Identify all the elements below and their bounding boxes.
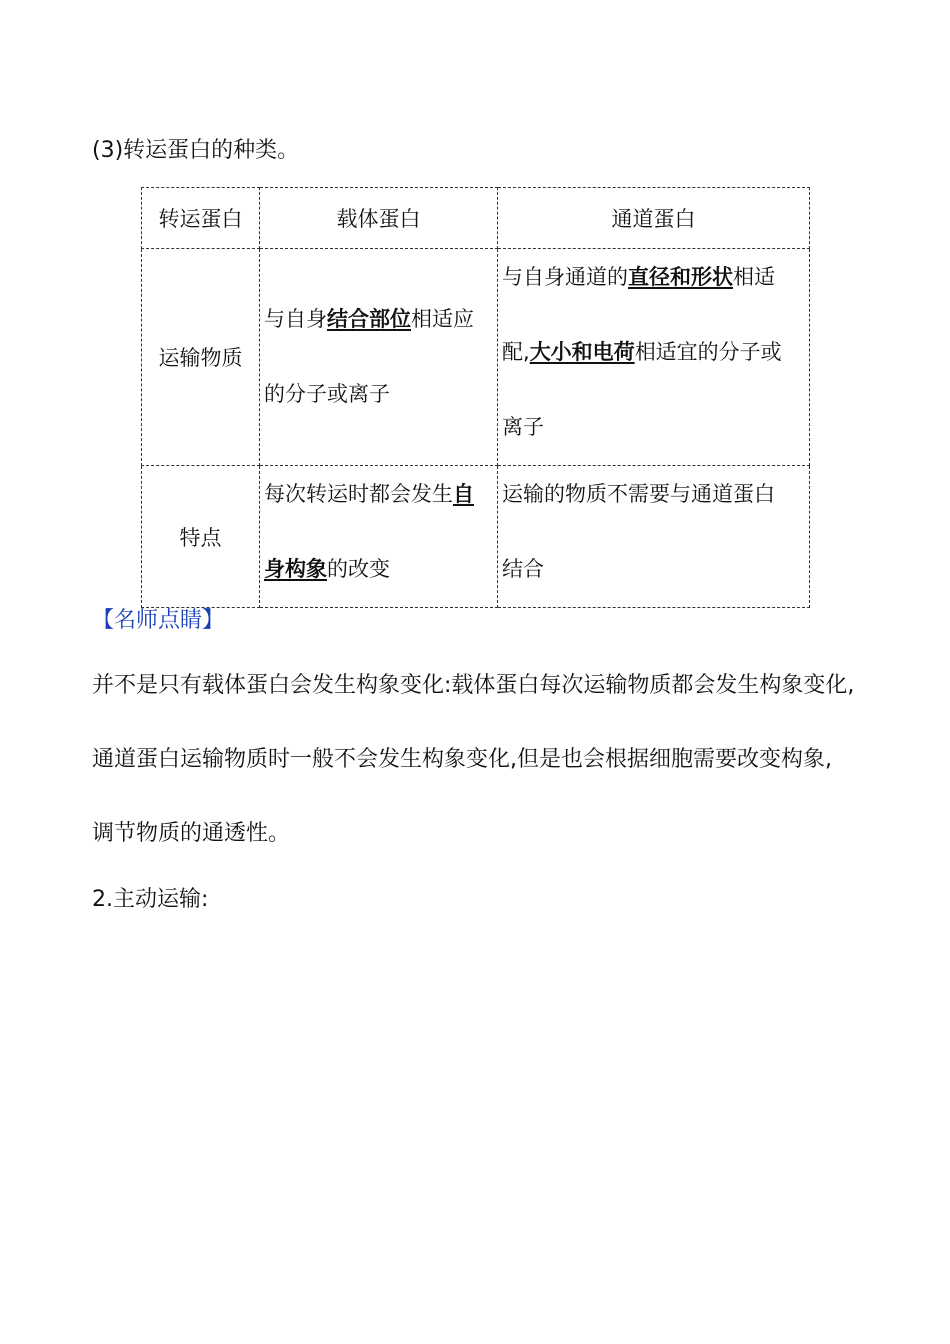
channel-substance-text: 配, (502, 340, 530, 364)
row-label-transported-substance: 运输物质 (142, 249, 260, 466)
table-row-transported-substance (142, 249, 810, 466)
header-cell-transport-protein: 转运蛋白 (142, 188, 260, 249)
carrier-feature-text: 每次转运时都会发生 (264, 482, 453, 506)
carrier-conformation-emphasis: 身构象 (264, 557, 327, 581)
carrier-substance-text: 的分子或离子 (264, 382, 390, 406)
header-cell-channel-protein: 通道蛋白 (498, 188, 810, 249)
carrier-binding-site-emphasis: 结合部位 (327, 307, 411, 331)
cell-channel-feature (498, 466, 810, 608)
tip-title: 【名师点睛】 (92, 608, 225, 633)
carrier-feature-text: 的改变 (327, 557, 390, 581)
header-cell-carrier-protein: 载体蛋白 (260, 188, 498, 249)
tip-paragraph-line: 并不是只有载体蛋白会发生构象变化:载体蛋白每次运输物质都会发生构象变化, (92, 673, 855, 698)
channel-size-charge-emphasis: 大小和电荷 (529, 340, 635, 364)
carrier-conformation-emphasis: 自 (453, 482, 474, 506)
table-row-features (142, 466, 810, 608)
cell-carrier-substance (260, 249, 498, 466)
tip-paragraph-line: 调节物质的通透性。 (92, 821, 291, 846)
row-label-features: 特点 (142, 466, 260, 608)
channel-substance-text: 相适宜的分子或 (634, 340, 782, 364)
cell-carrier-feature (260, 466, 498, 608)
tip-paragraph-line: 通道蛋白运输物质时一般不会发生构象变化,但是也会根据细胞需要改变构象, (92, 747, 832, 772)
cell-channel-substance (498, 249, 810, 466)
carrier-substance-text: 与自身 (264, 307, 327, 331)
section-2-heading: 2.主动运输: (92, 887, 209, 912)
section-heading: (3)转运蛋白的种类。 (92, 138, 300, 163)
channel-feature-text: 运输的物质不需要与通道蛋白 (502, 482, 775, 506)
channel-feature-text: 结合 (502, 557, 544, 581)
channel-substance-text: 离子 (502, 415, 544, 439)
channel-substance-text: 相适 (733, 265, 775, 289)
carrier-substance-text: 相适应 (411, 307, 474, 331)
channel-diameter-shape-emphasis: 直径和形状 (628, 265, 733, 289)
channel-substance-text: 与自身通道的 (502, 265, 628, 289)
transport-protein-table (141, 187, 810, 608)
